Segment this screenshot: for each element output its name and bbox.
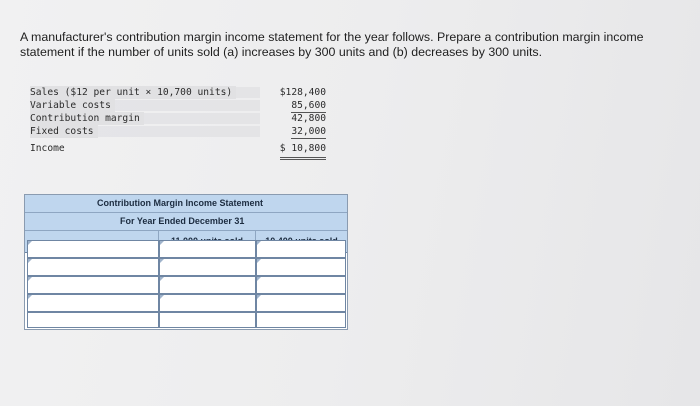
statement-amount: 32,000 [291, 126, 326, 137]
worksheet-subtitle: For Year Ended December 31 [120, 216, 245, 226]
line-item-select[interactable] [27, 294, 159, 312]
given-income-statement [30, 86, 335, 155]
line-item-select[interactable] [27, 240, 159, 258]
statement-row-sales [30, 86, 335, 99]
amount-input-decrease[interactable] [256, 312, 346, 328]
amount-input-decrease[interactable] [256, 240, 346, 258]
statement-label: Variable costs [30, 99, 115, 112]
statement-row-fixed-costs [30, 125, 335, 138]
amount-input-increase[interactable] [159, 276, 256, 294]
amount-input-increase[interactable] [159, 240, 256, 258]
amount-input-increase[interactable] [159, 258, 256, 276]
amount-input-decrease[interactable] [256, 258, 346, 276]
line-item-select[interactable] [27, 276, 159, 294]
statement-row-income [30, 142, 335, 155]
statement-amount: $128,400 [279, 87, 326, 98]
statement-amount: $ 10,800 [280, 142, 326, 160]
statement-label: Contribution margin [30, 112, 144, 125]
amount-input-decrease[interactable] [256, 294, 346, 312]
statement-label: Fixed costs [30, 125, 98, 138]
worksheet-title-row [25, 195, 347, 213]
statement-amount: 85,600 [291, 100, 326, 111]
statement-amount: 42,800 [291, 113, 326, 124]
statement-label: Income [30, 143, 65, 154]
statement-row-variable-costs [30, 99, 335, 112]
line-item-select[interactable] [27, 312, 159, 328]
problem-prompt: A manufacturer's contribution margin income statement for the year follows. Prepare a contribution margin income statement if the number of units sold (a) increases by 300 units and (b) decreases by 300 units. [20, 30, 644, 59]
amount-input-increase[interactable] [159, 294, 256, 312]
amount-input-decrease[interactable] [256, 276, 346, 294]
amount-input-increase[interactable] [159, 312, 256, 328]
line-item-select[interactable] [27, 258, 159, 276]
worksheet-subtitle-row [25, 213, 347, 231]
statement-label: Sales ($12 per unit × 10,700 units) [30, 86, 236, 99]
worksheet-title: Contribution Margin Income Statement [97, 198, 264, 208]
statement-row-contribution-margin [30, 112, 335, 125]
answer-worksheet [24, 194, 348, 330]
